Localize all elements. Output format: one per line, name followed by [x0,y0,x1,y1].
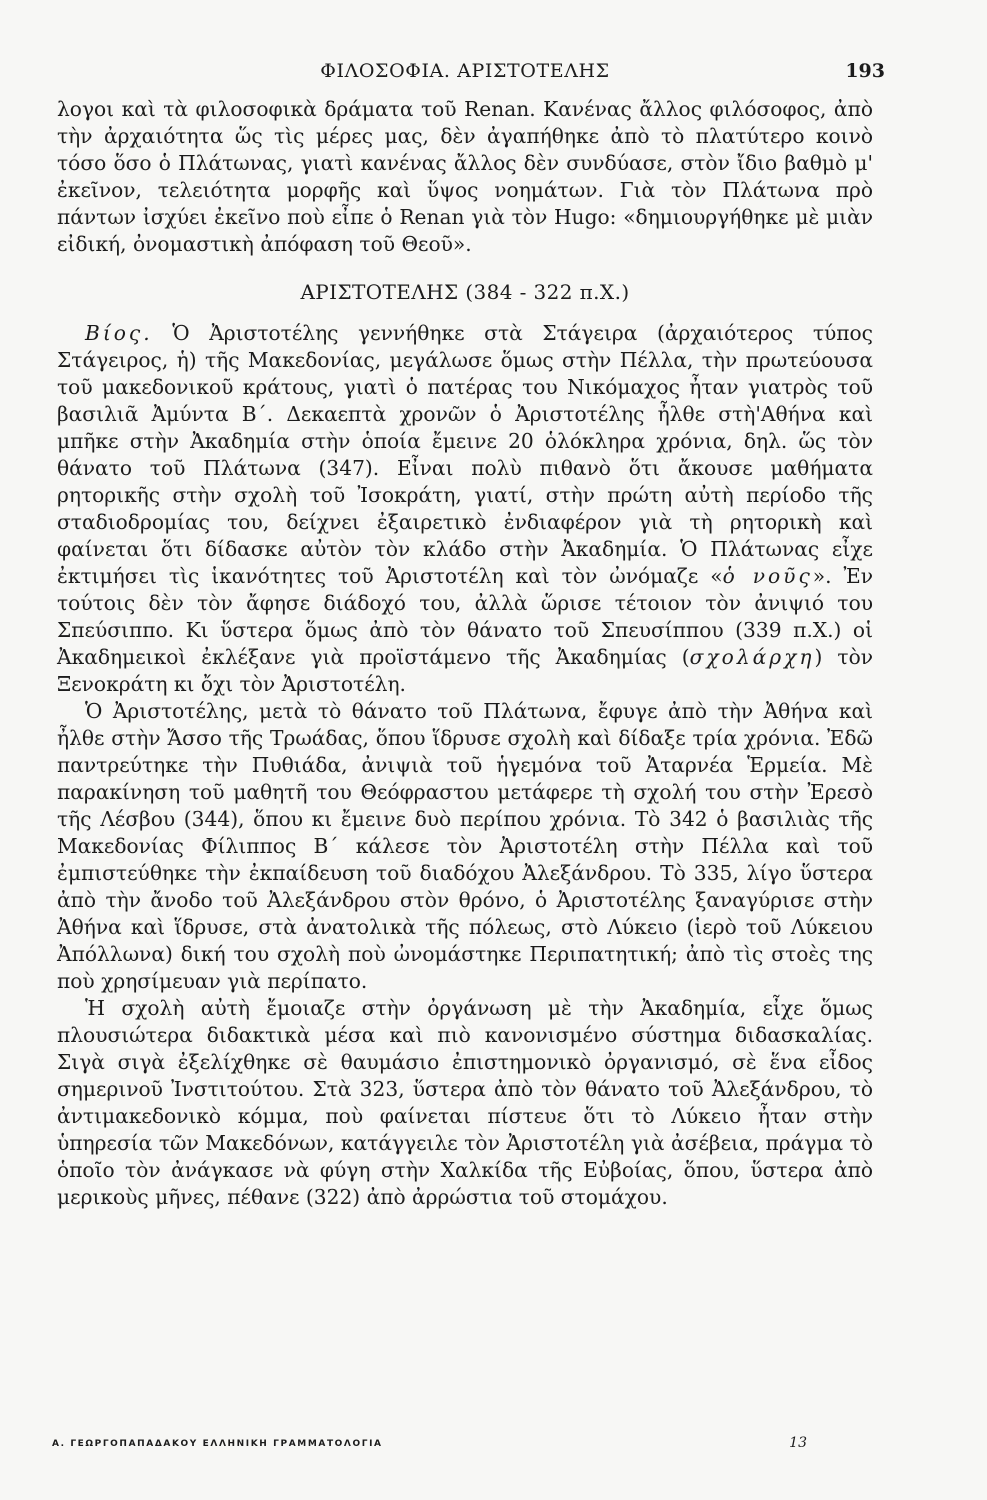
bios-text-c: ) τὸν Ξενοκράτη κι ὄχι τὸν Ἀριστοτέλη. [57,645,873,696]
scholarch-word: σχολάρχη [689,645,815,669]
nous-word: ὁ νοῦς [722,564,813,588]
book-page [52,50,885,1490]
running-title: ΦΙΛΟΣΟΦΙΑ. ΑΡΙΣΤΟΤΕΛΗΣ [320,60,610,82]
section-heading: ΑΡΙΣΤΟΤΕΛΗΣ (384 - 322 π.Χ.) [300,280,630,304]
printer-note: Α. ΓΕΩΡΓΟΠΑΠΑΔΑΚΟΥ ΕΛΛΗΝΙΚΗ ΓΡΑΜΜΑΤΟΛΟΓΙΑ [52,1439,383,1449]
bios-text-b: ». Ἐν τούτοις δὲν τὸν ἄφησε διάδοχό του, ἀλλὰ ὥρισε τέτοιον τὸν ἀνιψιό του Σπεύσιππο. Κι ὕστερα ὅμως ἀπὸ τὸν θάνατο τοῦ Σπευσίππου (339 π.Χ.) οἱ Ἀκαδημεικοὶ ἐκλέξανε γιὰ προϊστάμενο τῆς Ἀκαδημίας ( [57,564,874,669]
bios-label: Βίος. [85,321,153,345]
bios-paragraph-2: Ὁ Ἀριστοτέλης, μετὰ τὸ θάνατο τοῦ Πλάτωνα, ἔφυγε ἀπὸ τὴν Ἀθήνα καὶ ἦλθε στὴν Ἄσσο τῆς Τρωάδας, ὅπου ἵδρυσε σχολὴ καὶ δίδαξε τρία χρόνια. Ἐδῶ παντρεύτηκε τὴν Πυθιάδα, ἀνιψιὰ τοῦ ἡγεμόνα τοῦ Ἀταρνέα Ἑρμεία. Μὲ παρακίνηση τοῦ μαθητῆ του Θεόφραστου μετάφερε τὴ σχολή του στὴν Ἐρεσὸ τῆς Λέσβου (344), ὅπου κι ἔμεινε δυὸ περίπου χρόνια. Τὸ 342 ὁ βασιλιὰς τῆς Μακεδονίας Φίλιππος Β΄ κάλεσε τὸν Ἀριστοτέλη στὴν Πέλλα καὶ τοῦ ἐμπιστεύθηκε τὴν ἐκπαίδευση τοῦ διαδόχου Ἀλεξάνδρου. Τὸ 335, λίγο ὕστερα ἀπὸ τὴν ἄνοδο τοῦ Ἀλεξάνδρου στὸν θρόνο, ὁ Ἀριστοτέλης ξαναγύρισε στὴν Ἀθήνα καὶ ἵδρυσε, στὰ ἀνατολικὰ τῆς πόλεως, στὸ Λύκειο (ἱερὸ τοῦ Λύκειου Ἀπόλλωνα) δική του σχολὴ ποὺ ὠνομάστηκε Περιπατητική; ἀπὸ τὶς στοὲς της ποὺ χρησίμευαν γιὰ περίπατο. [57,699,873,993]
page-number: 193 [845,60,885,82]
bios-text-a: Ὁ Ἀριστοτέλης γεννήθηκε στὰ Στάγειρα (ἀρχαιότερος τύπος Στάγειρος, ἡ) τῆς Μακεδονίας, μεγάλωσε ὅμως στὴν Πέλλα, τὴν πρωτεύουσα τοῦ μακεδονικοῦ κράτους, γιατὶ ὁ πατέρας του Νικόμαχος ἦταν γιατρὸς τοῦ βασιλιᾶ Ἀμύντα Β΄. Δεκαεπτὰ χρονῶν ὁ Ἀριστοτέλης ἦλθε στὴ'Αθήνα καὶ μπῆκε στὴν Ἀκαδημία στὴν ὁποία ἔμεινε 20 ὁλόκληρα χρόνια, δηλ. ὥς τὸν θάνατο τοῦ Πλάτωνα (347). Εἶναι πολὺ πιθανὸ ὅτι ἄκουσε μαθήματα ρητορικῆς στὴν σχολὴ τοῦ Ἰσοκράτη, γιατί, στὴν πρώτη αὐτὴ περίοδο τῆς σταδιοδρομίας του, δείχνει ἐξαιρετικὸ ἐνδιαφέρον γιὰ τὴ ρητορικὴ καὶ φαίνεται ὅτι δίδασκε αὐτὸν τὸν κλάδο στὴν Ἀκαδημία. Ὁ Πλάτωνας εἶχε ἐκτιμήσει τὶς ἱκανότητες τοῦ Ἀριστοτέλη καὶ τὸν ὠνόμαζε « [57,321,873,588]
page-footer [52,1435,873,1459]
bios-paragraph-1 [57,320,873,698]
page-header [57,50,885,96]
intro-paragraph: λογοι καὶ τὰ φιλοσοφικὰ δράματα τοῦ Renan. Κανένας ἄλλος φιλόσοφος, ἀπὸ τὴν ἀρχαιότητα ὥς τὶς μέρες μας, δὲν ἀγαπήθηκε ἀπὸ τὸ πλατύτερο κοινὸ τόσο ὅσο ὁ Πλάτωνας, γιατὶ κανένας ἄλλος δὲν συνδύασε, στὸν ἴδιο βαθμὸ μ' ἐκεῖνον, τελειότητα μορφῆς καὶ ὕψος νοημάτων. Γιὰ τὸν Πλάτωνα πρὸ πάντων ἰσχύει ἐκεῖνο ποὺ εἶπε ὁ Renan γιὰ τὸν Hugo: «δημιουργήθηκε μὲ μιὰν εἰδική, ὀνομαστικὴ ἀπόφαση τοῦ Θεοῦ». [57,97,873,256]
bios-paragraph-3: Ἡ σχολὴ αὐτὴ ἔμοιαζε στὴν ὀργάνωση μὲ τὴν Ἀκαδημία, εἶχε ὅμως πλουσιώτερα διδακτικὰ μέσα καὶ πιὸ κανονισμένο σύστημα διδασκαλίας. Σιγὰ σιγὰ ἐξελίχθηκε σὲ θαυμάσιο ἐπιστημονικὸ ὀργανισμό, σὲ ἕνα εἶδος σημερινοῦ Ἰνστιτούτου. Στὰ 323, ὕστερα ἀπὸ τὸν θάνατο τοῦ Ἀλεξάνδρου, τὸ ἀντιμακεδονικὸ κόμμα, ποὺ φαίνεται πίστευε ὅτι τὸ Λύκειο ἦταν στὴν ὑπηρεσία τῶν Μακεδόνων, κατάγγειλε τὸν Ἀριστοτέλη γιὰ ἀσέβεια, πράγμα τὸ ὁποῖο τὸν ἀνάγκασε νὰ φύγη στὴν Χαλκίδα τῆς Εὐβοίας, ὅπου, ὕστερα ἀπὸ μερικοὺς μῆνες, πέθανε (322) ἀπὸ ἀρρώστια τοῦ στομάχου. [57,996,873,1209]
signature-mark: 13 [789,1435,807,1451]
